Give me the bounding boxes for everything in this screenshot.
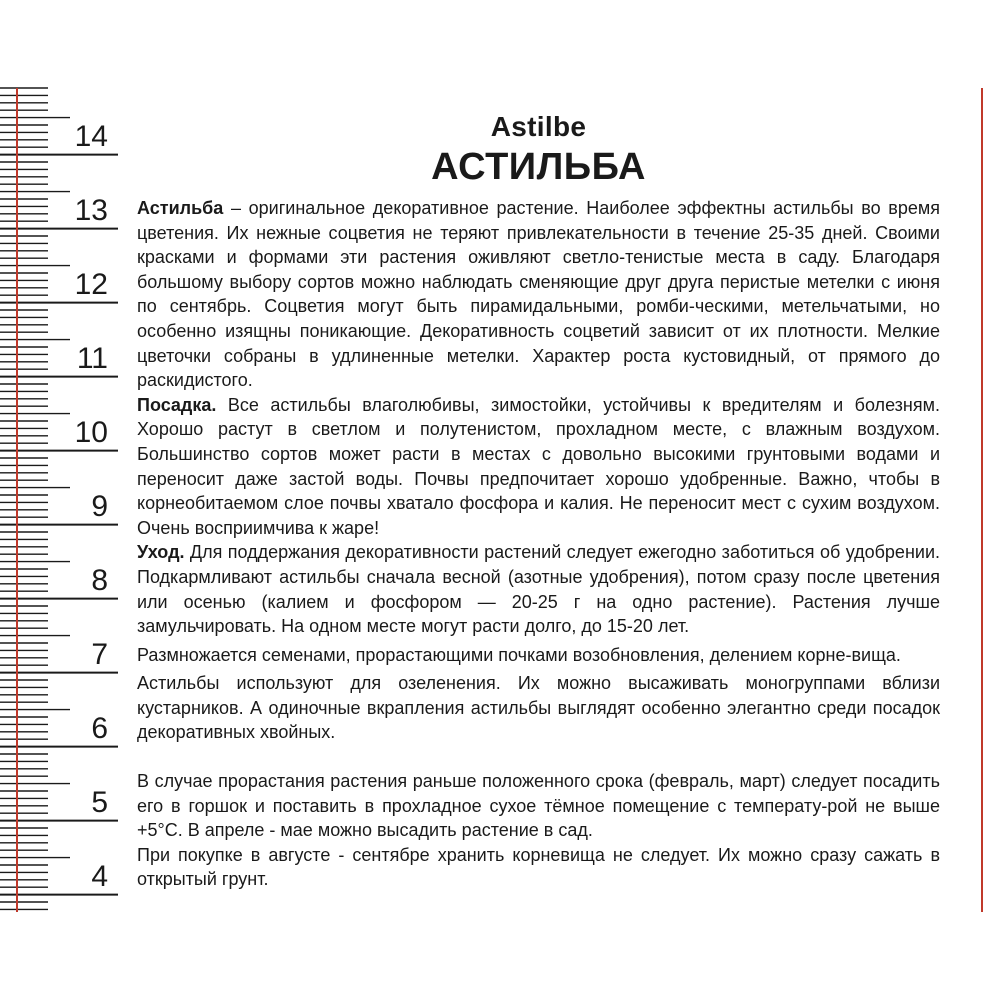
- ruler-label: 4: [91, 860, 108, 893]
- paragraph-early-sprouting: [137, 769, 940, 843]
- ruler-label: 11: [76, 342, 108, 375]
- red-edge-line: [981, 88, 983, 912]
- paragraph-care: [137, 540, 940, 638]
- paragraph-usage: [137, 671, 940, 745]
- paragraph-lead: Посадка.: [137, 394, 217, 415]
- ruler-label: 12: [74, 268, 108, 301]
- description-block: [137, 110, 940, 892]
- russian-title: АСТИЛЬБА: [431, 146, 646, 188]
- paragraph-text: Все астильбы влаголюбивы, зимостойки, устойчивы к вредителям и болезням. Хорошо растут в светлом и полутенистом, прохладном месте, с влажным воздухом. Большинство сортов может расти в местах с довольно высокими грунтовыми водами и переносит даже застой воды. Почвы предпочитает хорошо удобренные. Важно, чтобы в корнеобитаемом слое почвы хватало фосфора и калия. Не переносит мест с сухим воздухом. Очень восприимчива к жаре!: [137, 394, 940, 538]
- ruler-label: 5: [91, 786, 108, 819]
- paragraph-text: При покупке в августе - сентябре хранить корневища не следует. Их можно сразу сажать в открытый грунт.: [137, 844, 940, 890]
- ruler-label: 10: [74, 416, 108, 449]
- ruler-label: 8: [91, 564, 108, 597]
- ruler-label: 7: [91, 638, 108, 671]
- ruler-label: 14: [74, 120, 108, 153]
- paragraph-text: Астильбы используют для озеленения. Их можно высаживать моногруппами вблизи кустарников. А одиночные вкрапления астильбы выглядят особенно элегантно среди посадок декоративных хвойных.: [137, 673, 940, 743]
- paragraph-text: Для поддержания декоративности растений следует ежегодно заботиться об удобрении. Подкармливают астильбы сначала весной (азотные удобрения), потом сразу после цветения или осенью (калием и фосфором — 20-25 г на одно растение). Растения лучше замульчировать. На одном месте могут расти долго, до 15-20 лет.: [137, 542, 940, 637]
- paragraph-lead: Астильба: [137, 198, 224, 218]
- paragraph-lead: Уход.: [137, 542, 185, 563]
- paragraph-text: В случае прорастания растения раньше положенного срока (февраль, март) следует посадить его в горшок и поставить в прохладное сухое тёмное помещение с температу-рой не выше +5°С. В апреле - мае можно высадить растение в сад.: [137, 771, 940, 841]
- paragraph-text: – оригинальное декоративное растение. Наиболее эффектны астильбы во время цветения. Их нежные соцветия не теряют привлекательности в течение 25-35 дней. Своими красками и формами эти растения оживляют светло-тенистые места в саду. Благодаря большому выбору сортов можно наблюдать сменяющие друг друга перистые метелки с июня по сентябрь. Соцветия могут быть пирамидальными, ромби-ческими, метельчатыми, но особенно изящны поникающие. Декоративность соцветий зависит от их плотности. Мелкие цветочки собраны в удлиненные метелки. Характер роста кустовидный, от прямого до раскидистого.: [137, 198, 940, 391]
- paragraph-planting: [137, 393, 940, 541]
- ruler-label: 13: [74, 194, 108, 227]
- paragraph-storage: [137, 843, 940, 892]
- paragraph-propagation: [137, 643, 940, 668]
- ruler-label: 6: [91, 712, 108, 745]
- centimeter-ruler: [0, 0, 130, 1000]
- paragraph-intro: [137, 196, 940, 393]
- paragraph-text: Размножается семенами, прорастающими почками возобновления, делением корне-вища.: [137, 644, 901, 665]
- ruler-label: 9: [91, 490, 108, 523]
- latin-title: Astilbe: [490, 111, 587, 142]
